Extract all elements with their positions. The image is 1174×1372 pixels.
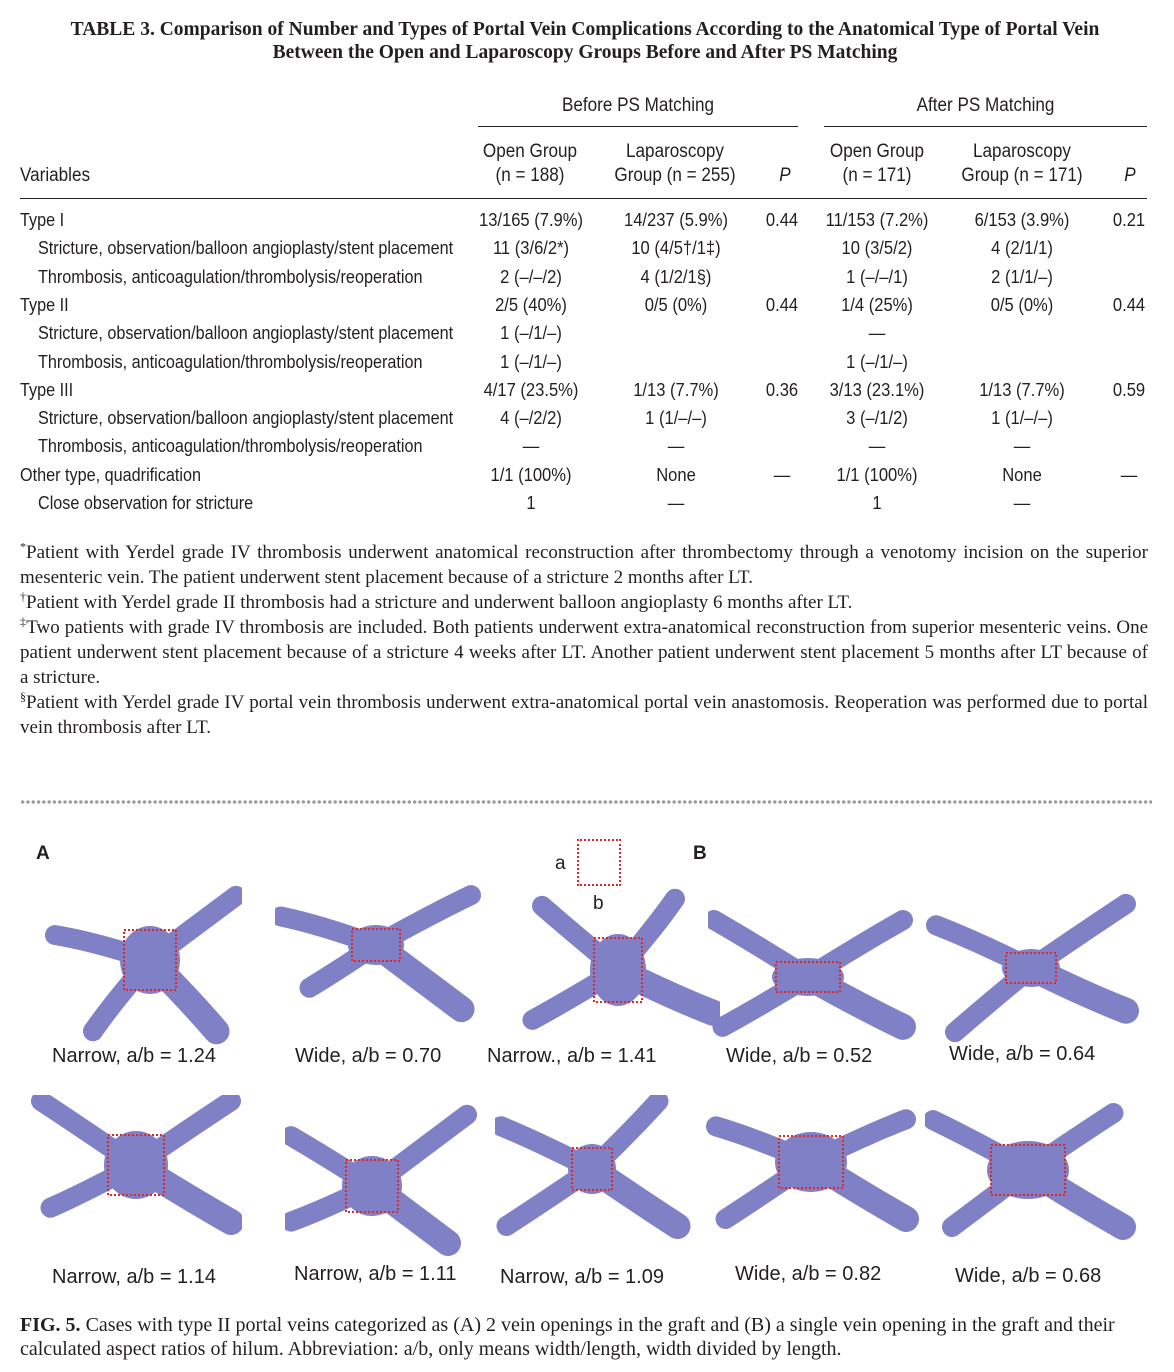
table-row	[0, 436, 1174, 464]
footnote-4-mark: §	[20, 689, 26, 704]
header-lap-after-l1: Laparoscopy	[973, 141, 1071, 162]
header-p-after: P	[1124, 165, 1136, 186]
footnote-2	[20, 590, 1148, 615]
portal-vein-model	[22, 1095, 242, 1265]
table-cell: —	[667, 436, 685, 457]
table-row	[0, 238, 1174, 266]
header-p-before: P	[779, 165, 791, 186]
portal-vein-case-4	[708, 880, 928, 1050]
hilum-bifurcation	[104, 1131, 168, 1199]
table-cell: 3/13 (23.1%)	[829, 379, 925, 400]
table-cell: 1	[526, 493, 536, 513]
table-cell: 2 (1/1/–)	[991, 266, 1053, 287]
header-lap-after-l2: Group (n = 171)	[961, 165, 1083, 186]
table-row	[0, 352, 1174, 380]
hilum-bifurcation	[987, 1141, 1069, 1199]
row-label: Close observation for stricture	[38, 493, 254, 513]
header-lap-before	[603, 140, 747, 188]
table-title	[20, 18, 1150, 64]
row-label: Stricture, observation/balloon angioplasty/stent placement	[38, 408, 454, 429]
table-cell: 1 (–/1/–)	[500, 323, 562, 344]
hilum-bifurcation	[772, 958, 844, 996]
table-row	[0, 465, 1174, 493]
hilum-bifurcation	[568, 1144, 616, 1194]
portal-vein-case-8	[495, 1095, 715, 1265]
table-footnotes	[20, 540, 1148, 740]
table-cell: 6/153 (3.9%)	[974, 210, 1070, 230]
table-cell: —	[1120, 464, 1138, 485]
rule-after	[824, 126, 1147, 127]
footnote-1-mark: *	[20, 539, 26, 554]
portal-vein-model	[275, 880, 495, 1050]
table-cell: 0/5 (0%)	[990, 294, 1054, 315]
table-cell: 10 (3/5/2)	[841, 238, 913, 259]
table-cell: —	[1013, 493, 1031, 513]
footnote-1	[20, 540, 1148, 590]
table-cell: 0.59	[1112, 379, 1146, 400]
table-cell: 1 (1/–/–)	[645, 408, 707, 429]
table-title-line1: TABLE 3. Comparison of Number and Types of Portal Vein Complications According to the Anatomical Type of Portal Vein	[70, 19, 1100, 40]
row-label: Type III	[20, 379, 74, 400]
table-cell: None	[1002, 464, 1042, 485]
footnote-3-mark: ‡	[20, 614, 27, 629]
case-caption: Narrow, a/b = 1.09	[500, 1266, 664, 1288]
header-before-ps: Before PS Matching	[561, 95, 715, 116]
portal-vein-case-6	[22, 1095, 242, 1265]
rule-before	[478, 126, 798, 127]
portal-vein-case-3	[500, 880, 720, 1050]
footnote-1-text: Patient with Yerdel grade IV thrombosis underwent anatomical reconstruction after thrombectomy through a venotomy incision on the superior mesenteric vein. The patient underwent stent placement because of a stricture 2 months after LT.	[20, 542, 1148, 588]
portal-vein-model	[925, 1095, 1145, 1265]
table-cell: 1/13 (7.7%)	[633, 379, 719, 400]
portal-vein-model	[925, 880, 1145, 1050]
case-caption: Narrow, a/b = 1.14	[52, 1266, 216, 1288]
hilum-bifurcation	[1002, 949, 1060, 987]
table-cell: —	[667, 493, 685, 513]
table-cell: 2 (–/–/2)	[500, 266, 562, 287]
portal-vein-case-5	[925, 880, 1145, 1050]
table-cell: 0.44	[765, 294, 799, 315]
table-cell: 1/1 (100%)	[836, 464, 918, 485]
header-open-after-l1: Open Group	[829, 141, 925, 162]
table-cell: —	[773, 464, 791, 485]
table-cell: 1/13 (7.7%)	[979, 379, 1065, 400]
hilum-bifurcation	[120, 926, 180, 994]
header-lap-before-l2: Group (n = 255)	[614, 165, 736, 186]
hilum-bifurcation	[348, 925, 404, 965]
case-caption: Wide, a/b = 0.70	[295, 1045, 442, 1067]
figure-caption	[20, 1313, 1150, 1361]
table-cell: 0.44	[1112, 294, 1146, 315]
table-row	[0, 267, 1174, 295]
row-label: Thrombosis, anticoagulation/thrombolysis/reoperation	[38, 351, 423, 372]
table-row	[0, 295, 1174, 323]
footnote-2-mark: †	[20, 589, 26, 604]
hilum-bifurcation	[342, 1156, 402, 1216]
table-cell: 1 (1/–/–)	[991, 408, 1053, 429]
table-cell: 1/4 (25%)	[841, 294, 913, 315]
row-label: Type II	[20, 294, 69, 315]
portal-vein-model	[22, 880, 242, 1050]
portal-vein-case-7	[285, 1095, 505, 1265]
portal-vein-model	[285, 1095, 505, 1265]
footnote-4-text: Patient with Yerdel grade IV portal vein thrombosis underwent extra-anatomical portal vein anastomosis. Reoperation was performed due to portal vein thrombosis after LT.	[20, 692, 1148, 738]
table-cell: 4 (2/1/1)	[991, 238, 1053, 259]
table-cell: —	[868, 436, 886, 457]
table-cell: 1 (–/–/1)	[846, 266, 908, 287]
table-cell: 0.44	[765, 210, 799, 230]
table-title-line2: Between the Open and Laparoscopy Groups Before and After PS Matching	[272, 42, 898, 63]
table-cell: 11 (3/6/2*)	[492, 238, 570, 259]
table-cell: —	[1013, 436, 1031, 457]
legend-box	[577, 839, 621, 886]
row-label: Other type, quadrification	[20, 464, 202, 485]
portal-vein-model	[708, 880, 928, 1050]
header-open-after	[814, 140, 940, 188]
footnote-3-text: Two patients with grade IV thrombosis are included. Both patients underwent extra-anatomical reconstruction from superior mesenteric veins. One patient underwent stent placement because of a stricture 4 weeks after LT. Another patient underwent stent placement 5 months after LT because of a stricture.	[20, 617, 1148, 688]
portal-vein-case-2	[275, 880, 495, 1050]
header-after-ps: After PS Matching	[916, 95, 1055, 116]
portal-vein-case-9	[705, 1095, 925, 1265]
row-label: Stricture, observation/balloon angioplasty/stent placement	[38, 238, 454, 259]
row-label: Thrombosis, anticoagulation/thrombolysis/reoperation	[38, 436, 423, 457]
footnote-4	[20, 690, 1148, 740]
portal-vein-model	[705, 1095, 925, 1265]
table-cell: —	[522, 436, 540, 457]
case-caption: Wide, a/b = 0.52	[726, 1045, 873, 1067]
header-open-before-l2: (n = 188)	[495, 165, 565, 186]
figure-caption-label: FIG. 5.	[20, 1314, 81, 1336]
portal-vein-case-1	[22, 880, 242, 1050]
table-cell: 1 (–/1/–)	[846, 351, 908, 372]
case-caption: Wide, a/b = 0.64	[949, 1043, 1096, 1065]
table-cell: 1/1 (100%)	[490, 464, 572, 485]
case-caption: Narrow, a/b = 1.11	[294, 1263, 457, 1285]
case-caption: Wide, a/b = 0.68	[955, 1265, 1102, 1287]
header-variables: Variables	[20, 165, 91, 186]
table-row	[0, 493, 1174, 521]
table-cell: 11/153 (7.2%)	[825, 210, 929, 230]
figure-caption-text: Cases with type II portal veins categorized as (A) 2 vein openings in the graft and (B) a single vein opening in the graft and their calculated aspect ratios of hilum. Abbreviation: a/b, only means width/length, width divided by length.	[20, 1314, 1115, 1360]
table-row	[0, 408, 1174, 436]
case-caption: Wide, a/b = 0.82	[735, 1263, 882, 1285]
table-row	[0, 210, 1174, 238]
table-row	[0, 323, 1174, 351]
panel-b-label: B	[693, 843, 707, 864]
table-row	[0, 380, 1174, 408]
table-cell: 4/17 (23.5%)	[483, 379, 579, 400]
header-lap-before-l1: Laparoscopy	[626, 141, 724, 162]
row-label: Stricture, observation/balloon angioplasty/stent placement	[38, 323, 454, 344]
portal-vein-case-10	[925, 1095, 1145, 1265]
portal-vein-model	[500, 880, 720, 1050]
section-divider	[20, 799, 1152, 805]
panel-a-label: A	[36, 843, 50, 864]
table-cell: 13/165 (7.9%)	[478, 210, 584, 230]
hilum-bifurcation	[590, 934, 646, 1006]
rule-header	[20, 198, 1147, 199]
header-lap-after	[950, 140, 1094, 188]
table-cell: 0/5 (0%)	[644, 294, 708, 315]
table-cell: —	[868, 323, 886, 344]
portal-vein-model	[495, 1095, 715, 1265]
legend-b-label: b	[593, 893, 604, 914]
row-label: Thrombosis, anticoagulation/thrombolysis/reoperation	[38, 266, 423, 287]
table-cell: 10 (4/5†/1‡)	[631, 238, 721, 259]
legend-a-label: a	[555, 853, 566, 874]
footnote-3	[20, 615, 1148, 690]
table-cell: 3 (–/1/2)	[846, 408, 908, 429]
table-cell: 0.36	[765, 379, 799, 400]
table-cell: 4 (1/2/1§)	[640, 266, 712, 287]
footnote-2-text: Patient with Yerdel grade II thrombosis had a stricture and underwent balloon angioplasty 6 months after LT.	[26, 592, 853, 613]
case-caption: Narrow, a/b = 1.24	[52, 1045, 216, 1067]
table-cell: 2/5 (40%)	[495, 294, 567, 315]
table-cell: 0.21	[1112, 210, 1146, 230]
table-cell: 14/237 (5.9%)	[623, 210, 729, 230]
header-open-before-l1: Open Group	[482, 141, 578, 162]
table-cell: 1	[872, 493, 882, 513]
table-cell: 4 (–/2/2)	[500, 408, 562, 429]
header-open-before	[467, 140, 593, 188]
header-open-after-l2: (n = 171)	[842, 165, 912, 186]
hilum-bifurcation	[775, 1132, 847, 1192]
row-label: Type I	[20, 210, 65, 230]
table-cell: 1 (–/1/–)	[500, 351, 562, 372]
case-caption: Narrow., a/b = 1.41	[487, 1045, 657, 1067]
table-cell: None	[656, 464, 696, 485]
